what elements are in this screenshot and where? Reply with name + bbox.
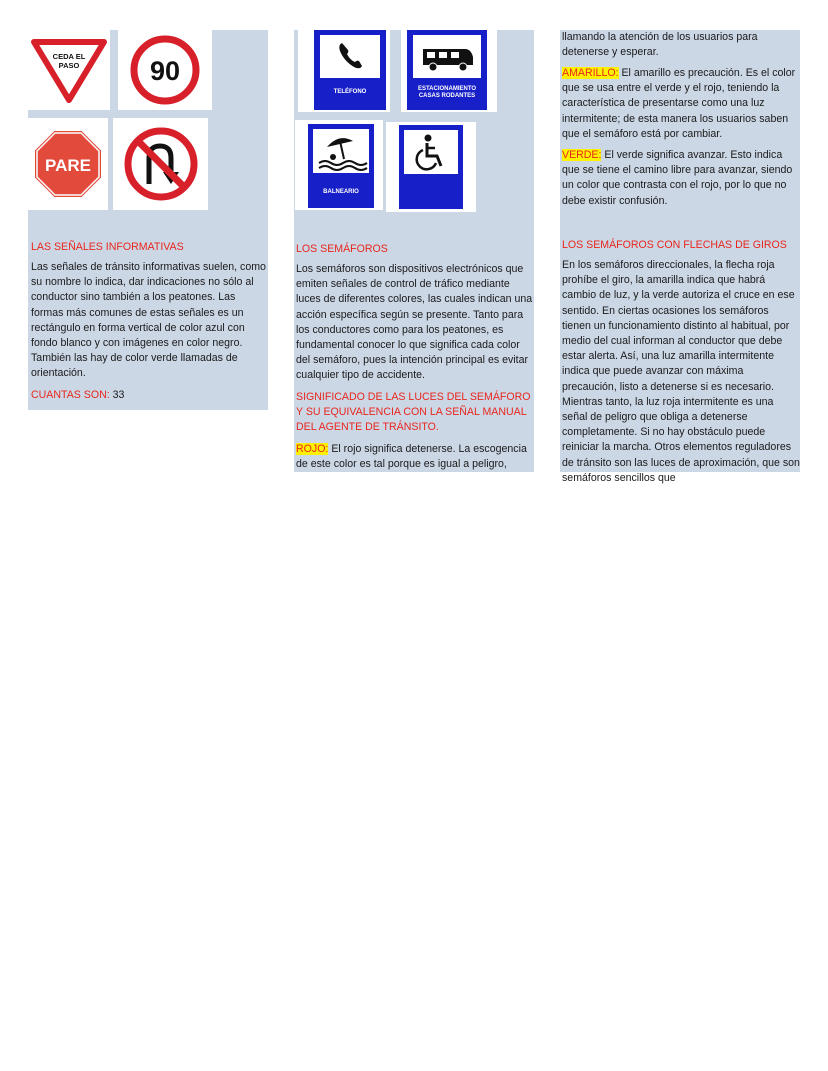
green-light-paragraph bbox=[562, 148, 800, 209]
count-label: CUANTAS SON: bbox=[31, 389, 110, 401]
stop-sign-tile bbox=[28, 118, 108, 210]
traffic-lights-body: Los semáforos son dispositivos electrónicos que emiten señales de control de tráfico mediante luces de diferentes colores, las cuales indican una acción específica según se presente. Tanto para los conductores como para los peatones, es fundamental conocer lo que significa cada color del semáforo, pues la intención principal es evitar cualquier tipo de accidente. bbox=[296, 263, 533, 382]
column-3 bbox=[560, 30, 800, 484]
no-u-turn-sign-icon bbox=[113, 118, 208, 210]
motorhome-icon bbox=[413, 35, 481, 78]
speed-limit-sign-tile bbox=[118, 30, 212, 110]
telephone-sign bbox=[314, 30, 386, 110]
green-light-label: VERDE: bbox=[562, 149, 602, 161]
telephone-sign-tile bbox=[298, 30, 390, 112]
yellow-light-label: AMARILLO: bbox=[562, 67, 619, 79]
yield-sign-tile bbox=[28, 30, 110, 110]
stop-text: PARE bbox=[45, 156, 91, 175]
speed-limit-value: 90 bbox=[149, 56, 181, 86]
informative-signs-body: Las señales de tránsito informativas suelen, como su nombre lo indica, dar indicaciones no sólo al conductor sino también a los peatones. Las formas más comunes de estas señales es un rectángulo en forma vertical de color azul con fondo blanco y con imágenes en color negro. También las hay de color verde llamadas de orientación. bbox=[31, 261, 266, 380]
rv-parking-sign-tile bbox=[401, 30, 497, 112]
column-1 bbox=[28, 30, 268, 410]
speed-limit-sign-icon bbox=[118, 30, 212, 110]
arrow-lights-body: En los semáforos direccionales, la flecha roja prohíbe el giro, la amarilla indica que habrá cambio de luz, y la verde autoriza el cruce en ese sentido. En ciertas ocasiones los semáforos tienen un funcionamiento distinto al habitual, por medio del cual informan al conductor que debe estar alerta. Así, una luz amarilla intermitente indica que puede avanzar con máxima precaución, listo a detenerse si es necesario. Mientras tanto, la luz roja intermitente es una señal de peligro que obliga a detenerse completamente. Si no hay obstáculo puede reiniciar la marcha. Otros elementos reguladores de tránsito son las luces de aproximación, que son semáforos sencillos que bbox=[562, 259, 800, 484]
column-2 bbox=[294, 30, 534, 472]
beach-label: BALNEARIO bbox=[323, 189, 359, 195]
red-light-paragraph bbox=[296, 442, 534, 472]
beach-umbrella-icon bbox=[313, 129, 369, 173]
no-u-turn-sign-tile bbox=[113, 118, 208, 210]
yellow-light-paragraph bbox=[562, 66, 800, 142]
lights-meaning-subheading: SIGNIFICADO DE LAS LUCES DEL SEMÁFORO Y SU EQUIVALENCIA CON LA SEÑAL MANUAL DEL AGENTE DE TRÁNSITO. bbox=[296, 391, 531, 434]
yield-sign-icon bbox=[28, 30, 110, 110]
red-light-continuation: llamando la atención de los usuarios para detenerse y esperar. bbox=[562, 31, 758, 59]
yellow-light-text: El amarillo es precaución. Es el color que se usa entre el verde y el rojo, teniendo la característica de presentarse como una luz intermitente; de esta manera los usuarios saben que el semáforo está por cambiar. bbox=[562, 67, 796, 140]
stop-sign-icon bbox=[28, 118, 108, 210]
yield-text-line2: PASO bbox=[58, 61, 80, 70]
arrow-lights-heading: LOS SEMÁFOROS CON FLECHAS DE GIROS bbox=[562, 239, 787, 251]
beach-sign-tile bbox=[295, 120, 383, 210]
red-light-label: ROJO: bbox=[296, 443, 329, 455]
rv-parking-label-line2: CASAS RODANTES bbox=[418, 93, 476, 99]
informative-signs-heading: LAS SEÑALES INFORMATIVAS bbox=[31, 241, 184, 253]
green-light-text: El verde significa avanzar. Esto indica que se tiene el camino libre para avanzar, siendo un color que contrasta con el rojo, por lo que no debe existir confusión. bbox=[562, 149, 793, 207]
beach-sign bbox=[308, 124, 374, 208]
wheelchair-icon bbox=[404, 130, 458, 174]
wheelchair-sign bbox=[399, 125, 463, 209]
count-line bbox=[31, 388, 265, 403]
phone-icon bbox=[320, 35, 380, 78]
telephone-label: TELÉFONO bbox=[333, 89, 367, 95]
red-light-text: El rojo significa detenerse. La escogencia de este color es tal porque es igual a peligro, bbox=[296, 443, 527, 471]
rv-parking-label-line1: ESTACIONAMIENTO bbox=[417, 86, 477, 92]
wheelchair-sign-tile bbox=[386, 122, 476, 212]
yield-text-line1: CEDA EL bbox=[52, 52, 86, 61]
count-value: 33 bbox=[112, 389, 125, 401]
traffic-lights-heading: LOS SEMÁFOROS bbox=[296, 243, 388, 255]
rv-parking-sign bbox=[407, 30, 487, 110]
